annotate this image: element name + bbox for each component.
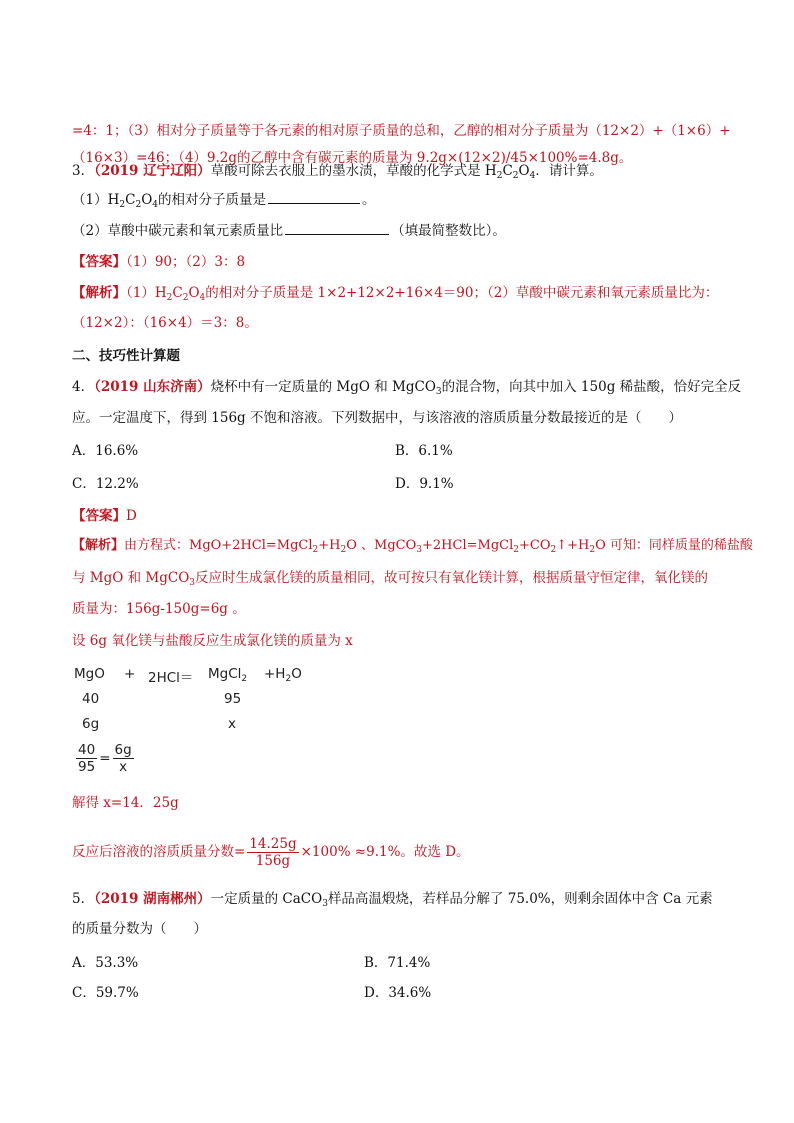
q3-part2: （2）草酸中碳元素和氧元素质量比 （填最简整数比）。 <box>72 223 506 239</box>
fraction-6g-x: $\frac{6g}{x}$ <box>114 742 132 775</box>
q4-option-c[interactable]: C．12.2% <box>72 476 139 492</box>
q5-stem-line-1: 5．（2019 湖南郴州）一定质量的 CaCO$_3$样品高温煅烧，若样品分解了 75.0%，则剩余固体中含 Ca 元素 <box>72 891 713 909</box>
q4-analysis-line-3: 质量为：156g-150g=6g 。 <box>72 601 246 617</box>
q5-option-d[interactable]: D．34.6% <box>364 985 432 1001</box>
eq-6g: 6g <box>82 716 100 732</box>
answer-label: 【答案】 <box>72 254 126 270</box>
analysis-label: 【解析】 <box>72 538 125 553</box>
q4-analysis-line-2: 与 MgO 和 MgCO$_3$反应时生成氯化镁的质量相同，故可按只有氧化镁计算，根据质量守恒定律，氧化镁的 <box>72 570 709 588</box>
answer-label: 【答案】 <box>72 508 126 524</box>
q4-stem-line-2: 应。一定温度下，得到 156g 不饱和溶液。下列数据中，与该溶液的溶质质量分数最接近的是（ ） <box>72 410 682 426</box>
eq-mgo: MgO <box>74 666 105 682</box>
q3-analysis-line-1: 【解析】$(1)H_2C_2O_4$的相对分子质量是 1×2+12×2+16×4＝90；（2）草酸中碳元素和氧元素质量比为： <box>72 285 719 303</box>
q5-number: 5． <box>72 891 95 907</box>
q4-stem-line-1: 4．（2019 山东济南）烧杯中有一定质量的 MgO 和 MgCO$_3$的混合物，向其中加入 150g 稀盐酸，恰好完全反 <box>72 379 742 397</box>
q5-option-c[interactable]: C．59.7% <box>72 985 139 1001</box>
answer-blank-1[interactable] <box>268 191 360 204</box>
q4-mass-fraction-line: 反应后溶液的溶质质量分数= $\frac{14.25g}{156g}$ ×100% ≈9.1%。故选 D。 <box>72 836 470 869</box>
q5-option-a[interactable]: A．53.3% <box>72 955 139 971</box>
q5-source: （2019 湖南郴州） <box>94 891 211 907</box>
eq-hcl: 2HCl＝ <box>148 670 194 686</box>
eq-x: x <box>228 716 236 732</box>
q5-option-b[interactable]: B．71.4% <box>364 955 431 971</box>
proportion: $\frac{40}{95}$ = $\frac{6g}{x}$ <box>78 742 132 775</box>
continuation-line-2: （16×3）=46；（4）9.2g的乙醇中含有碳元素的质量为 9.2g×(12×2)/45×100%=4.8g。 <box>72 150 633 166</box>
eq-mgcl2: MgCl$_2$ <box>208 666 248 684</box>
eq-plus: + <box>124 666 136 682</box>
q4-option-a[interactable]: A．16.6% <box>72 443 139 459</box>
answer-blank-2[interactable] <box>285 222 389 235</box>
eq-h2o: $+H_2O$ <box>264 666 302 684</box>
continuation-line-1: =4：1；（3）相对分子质量等于各元素的相对原子质量的总和，乙醇的相对分子质量为（12×2）+（1×6）+ <box>72 123 731 139</box>
eq-95: 95 <box>224 691 242 707</box>
section-title: 二、技巧性计算题 <box>72 348 180 364</box>
q4-number: 4． <box>72 379 95 395</box>
q4-option-b[interactable]: B．6.1% <box>395 443 453 459</box>
eq-40: 40 <box>82 691 100 707</box>
analysis-label: 【解析】 <box>72 285 126 301</box>
q3-stem-line: 3．（2019 辽宁辽阳）草酸可除去衣服上的墨水渍，草酸的化学式是 $H_2C_2O_4$．请计算。 <box>72 163 603 181</box>
fraction-mass: $\frac{14.25g}{156g}$ <box>249 836 297 869</box>
fraction-40-95: $\frac{40}{95}$ <box>78 742 96 775</box>
q3-analysis-line-2: （12×2）：（16×4）＝3：8。 <box>72 315 258 331</box>
q3-source: （2019 辽宁辽阳） <box>94 163 211 179</box>
q3-part1: $(1)H_2C_2O_4$的相对分子质量是 。 <box>72 192 376 210</box>
q4-option-d[interactable]: D．9.1% <box>395 476 454 492</box>
q4-solve-line: 解得 x=14．25g <box>72 795 179 811</box>
q3-answer: 【答案】（1）90；（2）3：8 <box>72 254 246 270</box>
q4-answer: 【答案】D <box>72 508 137 524</box>
q3-number: 3． <box>72 163 95 179</box>
q4-setup-line: 设 6g 氧化镁与盐酸反应生成氯化镁的质量为 x <box>72 633 353 649</box>
q4-source: （2019 山东济南） <box>94 379 211 395</box>
q4-analysis-line-1: 【解析】由方程式：$MgO+2HCl=MgCl_2+H_2O$ 、$MgCO_3+2HCl=MgCl_2+CO_2↑+H_2O$ 可知：同样质量的稀盐酸 <box>72 538 753 555</box>
q5-stem-line-2: 的质量分数为（ ） <box>72 921 207 937</box>
